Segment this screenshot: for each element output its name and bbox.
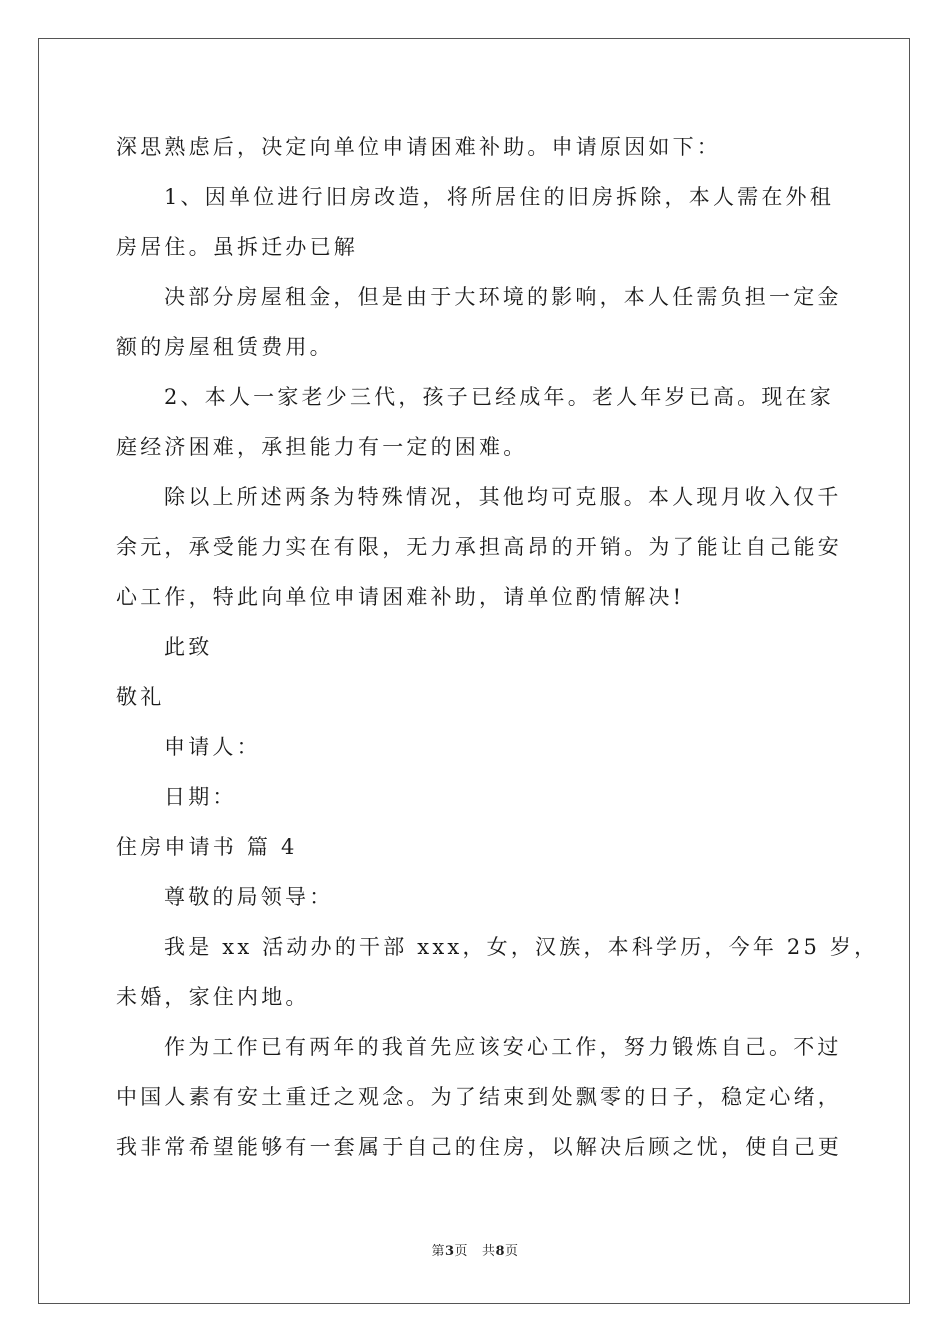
greeting: 尊敬的局领导： — [164, 885, 334, 909]
body-line-11: 我是 xx 活动办的干部 xxx，女，汉族，本科学历，今年 25 岁， — [164, 935, 879, 959]
body-line-2: 1、因单位进行旧房改造，将所居住的旧房拆除，本人需在外租 — [164, 185, 834, 209]
closing-salutation: 此致 — [164, 635, 213, 659]
closing-regards: 敬礼 — [116, 685, 165, 709]
footer-total-suffix: 页 — [505, 1244, 519, 1259]
footer-page-prefix: 第 — [431, 1244, 445, 1259]
page-footer — [0, 1240, 950, 1259]
body-line-7: 庭经济困难，承担能力有一定的困难。 — [116, 435, 528, 459]
body-line-13: 作为工作已有两年的我首先应该安心工作，努力锻炼自己。不过 — [164, 1035, 842, 1059]
body-line-10: 心工作，特此向单位申请困难补助，请单位酌情解决! — [116, 585, 685, 609]
body-line-8: 除以上所述两条为特殊情况，其他均可克服。本人现月收入仅千 — [164, 485, 842, 509]
body-line-9: 余元，承受能力实在有限，无力承担高昂的开销。为了能让自己能安 — [116, 535, 842, 559]
body-line-5: 额的房屋租赁费用。 — [116, 335, 334, 359]
body-line-4: 决部分房屋租金，但是由于大环境的影响，本人任需负担一定金 — [164, 285, 842, 309]
footer-total-prefix: 共 — [481, 1244, 496, 1259]
applicant-label: 申请人： — [164, 735, 261, 759]
body-line-3: 房居住。虽拆迁办已解 — [116, 235, 358, 259]
footer-page-suffix: 页 — [454, 1244, 469, 1259]
section-title: 住房申请书 篇 4 — [116, 835, 298, 859]
page-border — [38, 38, 910, 1304]
body-line-12: 未婚，家住内地。 — [116, 985, 310, 1009]
date-label: 日期： — [164, 785, 237, 809]
body-line-14: 中国人素有安土重迁之观念。为了结束到处飘零的日子，稳定心绪， — [116, 1085, 842, 1109]
body-line-1: 深思熟虑后，决定向单位申请困难补助。申请原因如下： — [116, 135, 721, 159]
body-line-15: 我非常希望能够有一套属于自己的住房，以解决后顾之忧，使自己更 — [116, 1135, 842, 1159]
footer-page-current: 3 — [444, 1244, 455, 1259]
footer-page-total: 8 — [495, 1244, 506, 1259]
body-line-6: 2、本人一家老少三代，孩子已经成年。老人年岁已高。现在家 — [164, 385, 834, 409]
